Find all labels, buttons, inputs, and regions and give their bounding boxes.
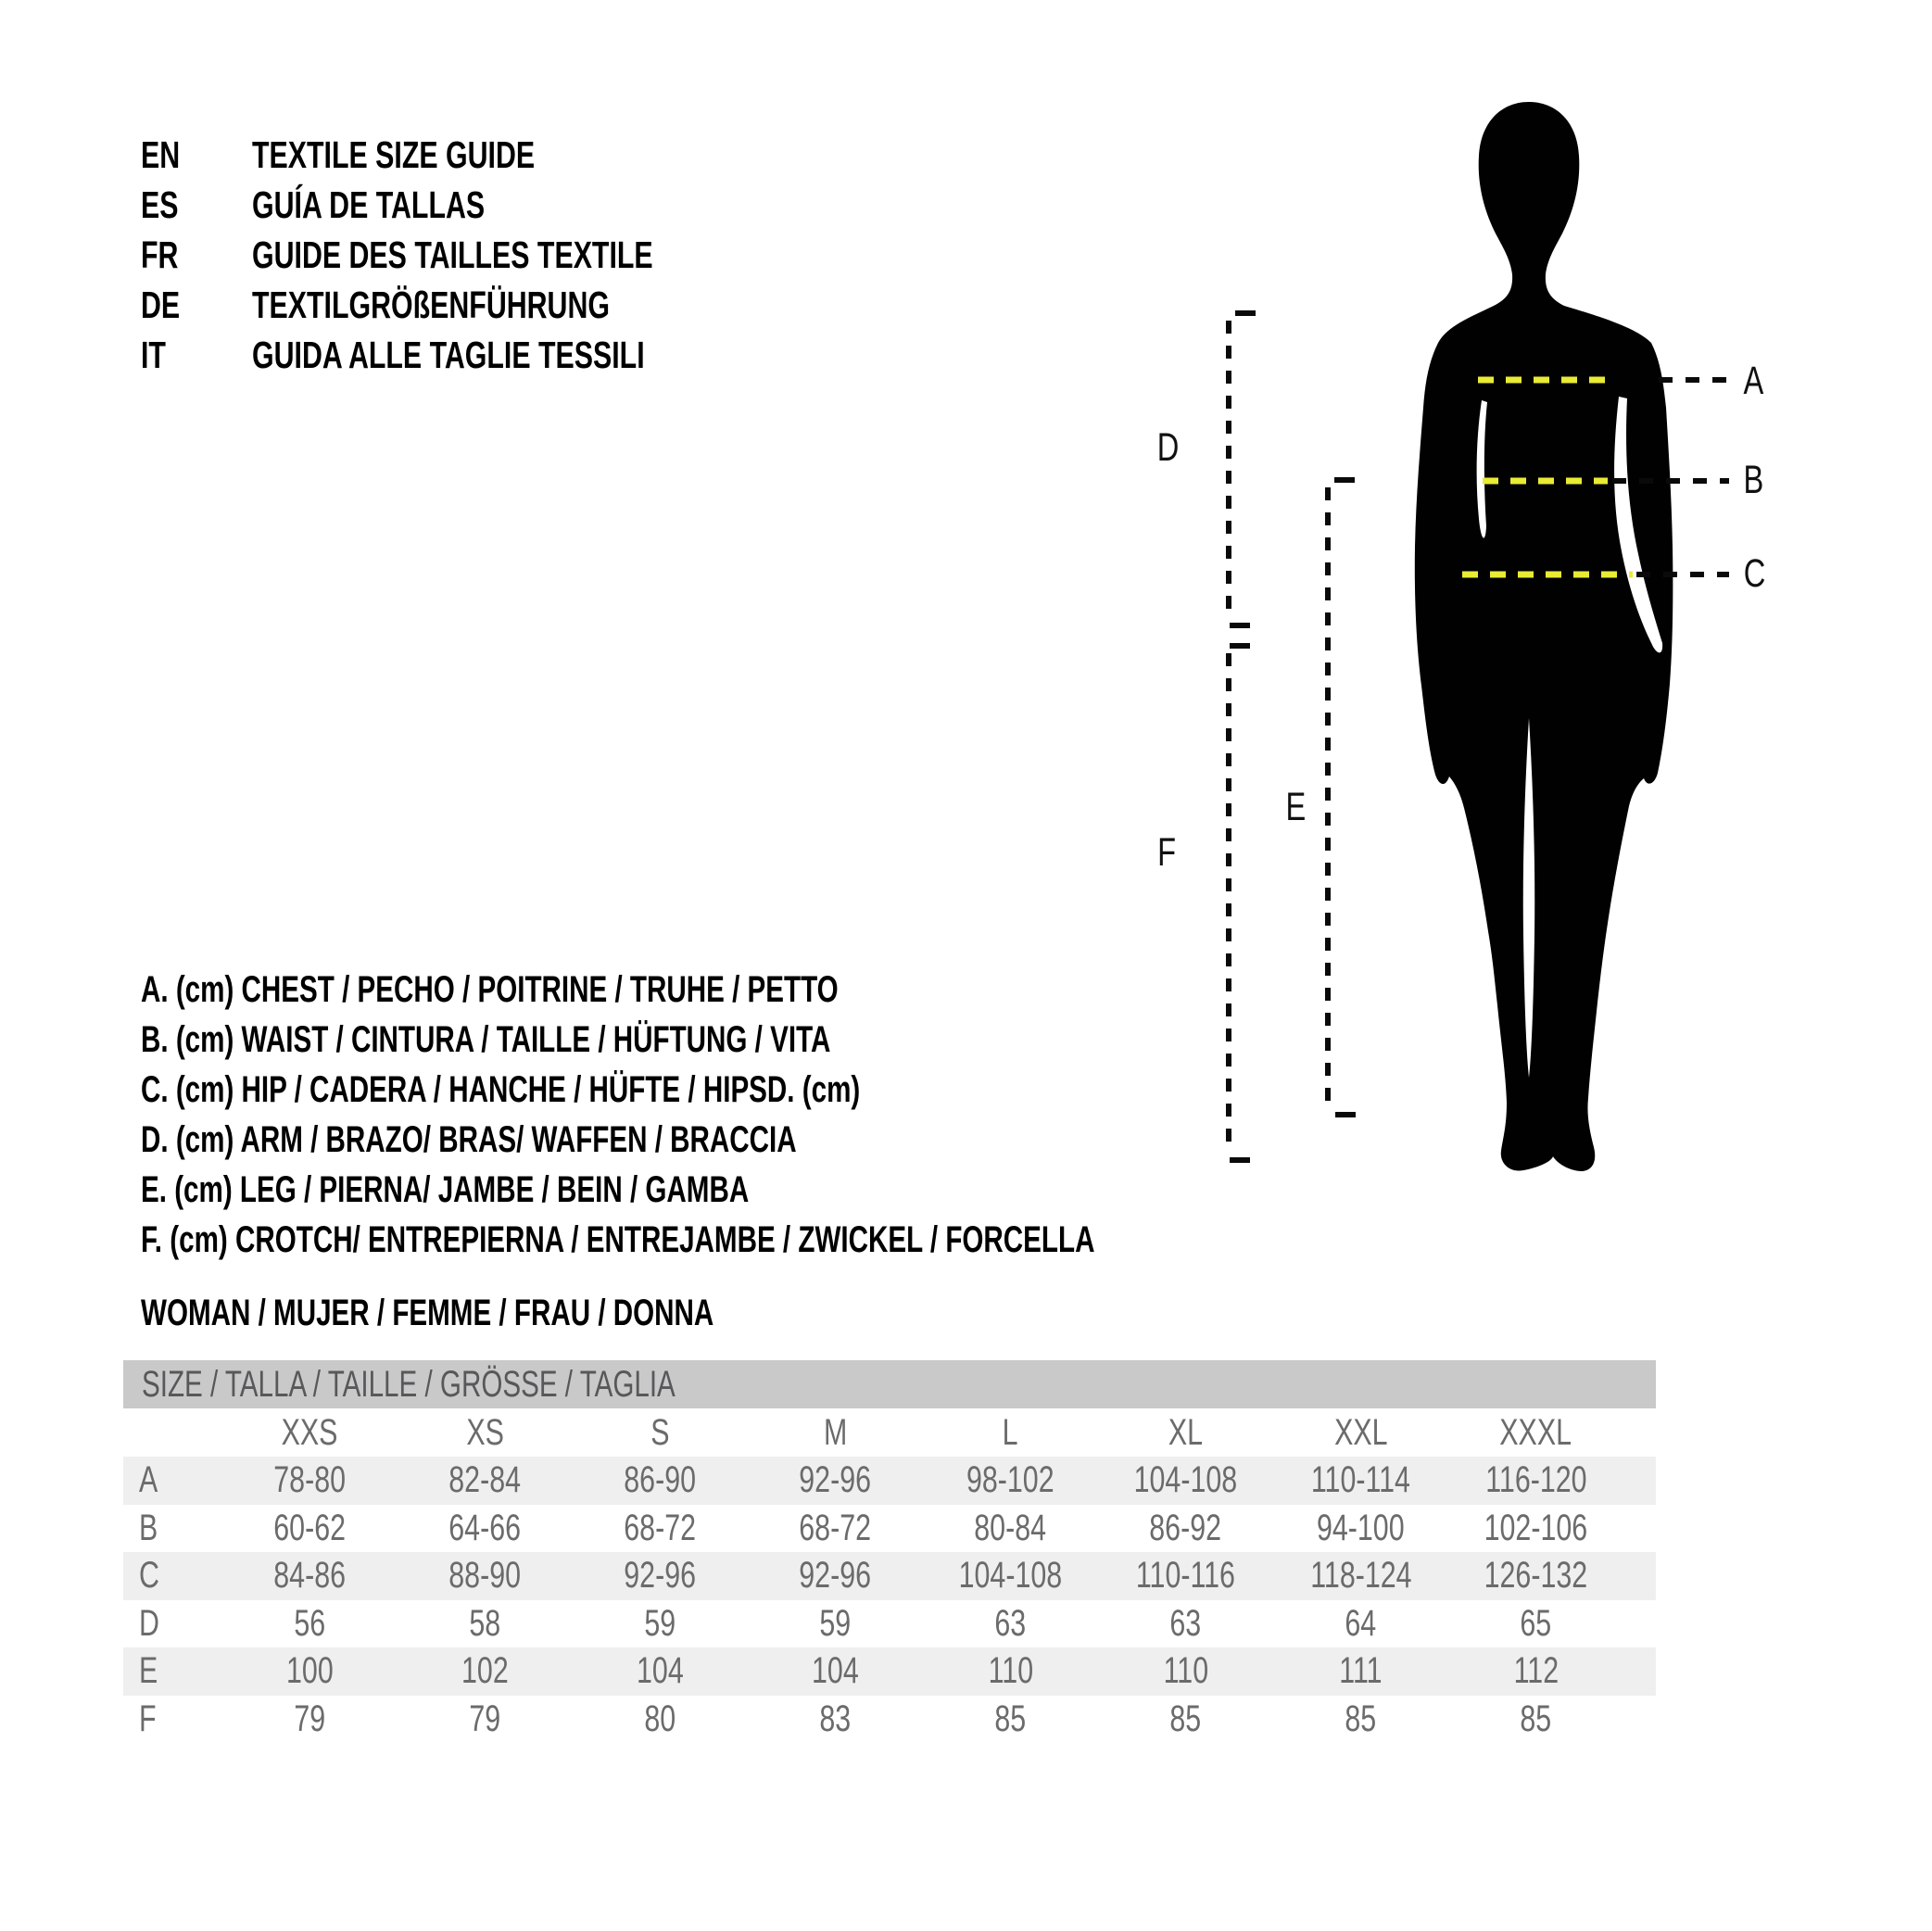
spacer-cell: [1623, 1696, 1656, 1744]
size-value-cell: 85: [994, 1698, 1027, 1739]
guide-title-es: GUÍA DE TALLAS: [252, 183, 486, 226]
size-value-cell: 60-62: [273, 1507, 347, 1548]
guide-title-de: TEXTILGRÖßENFÜHRUNG: [252, 284, 610, 326]
spacer-cell: [1623, 1600, 1656, 1648]
table-row-arm: [123, 1600, 1656, 1648]
legend-leg: E. (cm) LEG / PIERNA/ JAMBE / BEIN / GAMBA: [141, 1169, 750, 1210]
size-table-wrap: [123, 1408, 1656, 1743]
size-value-cell: 110-114: [1310, 1459, 1411, 1501]
size-value-cell: 56: [294, 1602, 326, 1644]
guide-title-en: TEXTILE SIZE GUIDE: [252, 133, 536, 176]
size-value-cell: 104: [637, 1650, 684, 1692]
woman-silhouette: [1415, 102, 1673, 1171]
size-table-header-label: SIZE / TALLA / TAILLE / GRÖSSE / TAGLIA: [142, 1364, 676, 1405]
spacer-cell: [1623, 1647, 1656, 1696]
size-table: [123, 1408, 1656, 1743]
size-value-cell: 86-90: [624, 1459, 697, 1501]
language-code-de: DE: [141, 284, 181, 326]
row-label: A: [139, 1459, 158, 1501]
table-row-leg: [123, 1647, 1656, 1696]
figure-label-hip: C: [1743, 551, 1766, 596]
spacer-cell: [1623, 1457, 1656, 1505]
size-value-cell: 64: [1345, 1602, 1377, 1644]
table-row-chest: [123, 1457, 1656, 1505]
size-value-cell: 59: [819, 1602, 852, 1644]
size-value-cell: 63: [994, 1602, 1027, 1644]
size-value-cell: 86-92: [1149, 1507, 1222, 1548]
size-value-cell: 92-96: [799, 1555, 872, 1597]
row-label: E: [139, 1650, 158, 1692]
language-code-es: ES: [141, 183, 179, 226]
col-header-xxs: XXS: [282, 1411, 338, 1453]
size-value-cell: 82-84: [448, 1459, 522, 1501]
row-label: B: [139, 1507, 158, 1548]
size-value-cell: 59: [644, 1602, 676, 1644]
size-value-cell: 126-132: [1484, 1555, 1588, 1597]
table-row-waist: [123, 1505, 1656, 1553]
row-label: C: [139, 1555, 159, 1597]
size-value-cell: 85: [1520, 1698, 1552, 1739]
size-value-cell: 110-116: [1135, 1555, 1236, 1597]
size-value-cell: 111: [1339, 1650, 1383, 1692]
col-header-xxl: XXL: [1333, 1411, 1388, 1453]
size-value-cell: 92-96: [799, 1459, 872, 1501]
col-header-l: L: [1003, 1411, 1018, 1453]
size-value-cell: 102-106: [1484, 1507, 1588, 1548]
legend-crotch: F. (cm) CROTCH/ ENTREPIERNA / ENTREJAMBE / ZWICKEL / FORCELLA: [141, 1219, 1095, 1260]
corner-cell: [123, 1408, 222, 1457]
language-code-en: EN: [141, 133, 181, 176]
col-header-m: M: [823, 1411, 848, 1453]
figure-label-leg: E: [1285, 785, 1306, 829]
measurement-legend: [141, 965, 1430, 1265]
figure-label-crotch: F: [1157, 830, 1176, 875]
size-value-cell: 68-72: [624, 1507, 697, 1548]
guide-title-fr: GUIDE DES TAILLES TEXTILE: [252, 233, 653, 276]
size-value-cell: 98-102: [966, 1459, 1054, 1501]
size-value-cell: 68-72: [799, 1507, 872, 1548]
size-value-cell: 116-120: [1484, 1459, 1587, 1501]
size-value-cell: 83: [819, 1698, 852, 1739]
legend-hip: C. (cm) HIP / CADERA / HANCHE / HÜFTE / HIPSD. (cm): [141, 1069, 861, 1110]
legend-waist: B. (cm) WAIST / CINTURA / TAILLE / HÜFTUNG / VITA: [141, 1019, 831, 1060]
size-value-cell: 100: [286, 1650, 334, 1692]
size-value-cell: 102: [461, 1650, 509, 1692]
spacer-cell: [1623, 1505, 1656, 1553]
spacer-cell: [1623, 1408, 1656, 1457]
guide-title-it: GUIDA ALLE TAGLIE TESSILI: [252, 334, 645, 376]
size-value-cell: 80: [644, 1698, 676, 1739]
language-code-it: IT: [141, 334, 166, 376]
size-value-cell: 78-80: [273, 1459, 347, 1501]
size-value-cell: 94-100: [1317, 1507, 1405, 1548]
size-value-cell: 110: [988, 1650, 1033, 1692]
size-value-cell: 63: [1169, 1602, 1202, 1644]
language-row-es: [141, 180, 794, 230]
gender-title: WOMAN / MUJER / FEMME / FRAU / DONNA: [141, 1293, 714, 1333]
size-value-cell: 104: [812, 1650, 859, 1692]
col-header-s: S: [650, 1411, 670, 1453]
size-value-cell: 104-108: [1133, 1459, 1238, 1501]
row-label: F: [139, 1698, 157, 1739]
size-table-header-bar: [123, 1360, 1656, 1408]
size-value-cell: 112: [1513, 1650, 1559, 1692]
figure-label-waist: B: [1743, 458, 1764, 502]
spacer-cell: [1623, 1552, 1656, 1600]
figure-label-chest: A: [1743, 359, 1764, 403]
col-header-xxxl: XXXL: [1499, 1411, 1572, 1453]
language-row-en: [141, 130, 794, 180]
figure-label-arm: D: [1157, 425, 1180, 470]
language-title-block: [141, 130, 794, 380]
size-value-cell: 85: [1169, 1698, 1202, 1739]
language-row-de: [141, 280, 794, 330]
language-row-fr: [141, 230, 794, 280]
col-header-xl: XL: [1168, 1411, 1204, 1453]
size-value-cell: 65: [1520, 1602, 1552, 1644]
size-value-cell: 92-96: [624, 1555, 697, 1597]
size-value-cell: 110: [1163, 1650, 1208, 1692]
row-label: D: [139, 1602, 159, 1644]
size-value-cell: 79: [469, 1698, 501, 1739]
table-row-crotch: [123, 1696, 1656, 1744]
size-value-cell: 85: [1345, 1698, 1377, 1739]
size-value-cell: 80-84: [974, 1507, 1047, 1548]
size-value-cell: 84-86: [273, 1555, 347, 1597]
size-value-cell: 79: [294, 1698, 326, 1739]
legend-arm: D. (cm) ARM / BRAZO/ BRAS/ WAFFEN / BRACCIA: [141, 1119, 797, 1160]
language-row-it: [141, 330, 794, 380]
table-row-hip: [123, 1552, 1656, 1600]
size-value-cell: 104-108: [958, 1555, 1063, 1597]
size-value-cell: 88-90: [448, 1555, 522, 1597]
language-code-fr: FR: [141, 233, 179, 276]
size-value-cell: 118-124: [1309, 1555, 1412, 1597]
size-columns-row: [123, 1408, 1656, 1457]
col-header-xs: XS: [466, 1411, 504, 1453]
legend-chest: A. (cm) CHEST / PECHO / POITRINE / TRUHE / PETTO: [141, 969, 839, 1010]
size-value-cell: 58: [469, 1602, 501, 1644]
size-value-cell: 64-66: [448, 1507, 522, 1548]
